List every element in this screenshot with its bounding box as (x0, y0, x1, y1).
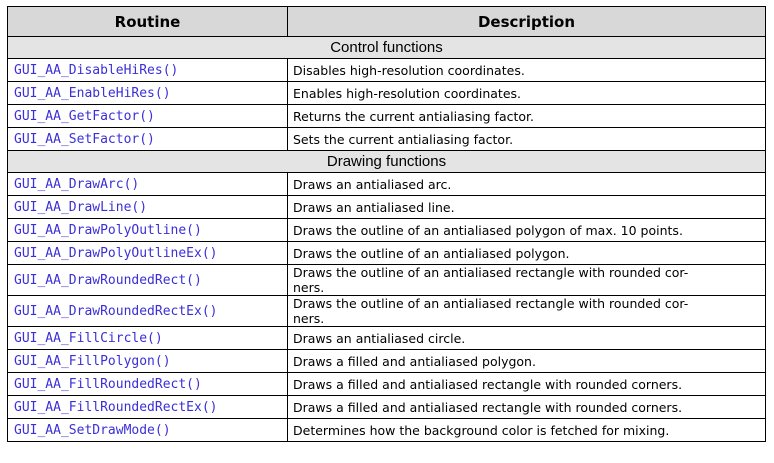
routine-link[interactable]: GUI_AA_DisableHiRes() (8, 59, 288, 82)
routine-link[interactable]: GUI_AA_EnableHiRes() (8, 82, 288, 105)
table-row (8, 296, 766, 327)
routine-description (288, 373, 766, 396)
routine-description (288, 59, 766, 82)
routine-link[interactable]: GUI_AA_DrawRoundedRect() (8, 265, 288, 296)
table-row (8, 59, 766, 82)
routine-link[interactable]: GUI_AA_DrawPolyOutline() (8, 219, 288, 242)
description-line: Draws an antialiased arc. (293, 176, 452, 192)
routine-description (288, 396, 766, 419)
routine-link[interactable]: GUI_AA_DrawArc() (8, 173, 288, 196)
routine-link[interactable]: GUI_AA_DrawPolyOutlineEx() (8, 242, 288, 265)
routine-description (288, 196, 766, 219)
table-row (8, 265, 766, 296)
description-line: Draws an antialiased circle. (293, 330, 466, 346)
description-line: ners. (293, 311, 325, 326)
routine-link[interactable]: GUI_AA_FillCircle() (8, 327, 288, 350)
routine-description (288, 242, 766, 265)
table-row (8, 327, 766, 350)
routine-link[interactable]: GUI_AA_FillRoundedRectEx() (8, 396, 288, 419)
description-line: Returns the current antialiasing factor. (293, 108, 535, 124)
table-row (8, 396, 766, 419)
table-header-row (8, 7, 766, 37)
description-line: Sets the current antialiasing factor. (293, 131, 514, 147)
routine-description (288, 105, 766, 128)
routine-link[interactable]: GUI_AA_GetFactor() (8, 105, 288, 128)
routine-description (288, 350, 766, 373)
description-column-header: Description (288, 7, 766, 37)
table-row (8, 82, 766, 105)
section-header-row (8, 151, 766, 173)
description-line: Draws the outline of an antialiased polygon of max. 10 points. (293, 222, 683, 238)
section-header-row (8, 37, 766, 59)
routine-link[interactable]: GUI_AA_FillRoundedRect() (8, 373, 288, 396)
table-row (8, 128, 766, 151)
routine-link[interactable]: GUI_AA_FillPolygon() (8, 350, 288, 373)
table-row (8, 350, 766, 373)
routine-description (288, 419, 766, 442)
description-line: Draws the outline of an antialiased rectangle with rounded cor- (293, 265, 689, 280)
routine-link[interactable]: GUI_AA_DrawRoundedRectEx() (8, 296, 288, 327)
routine-description (288, 296, 766, 327)
table-row (8, 419, 766, 442)
section-title: Drawing functions (8, 151, 766, 173)
table-body (8, 37, 766, 442)
table-row (8, 219, 766, 242)
routine-link[interactable]: GUI_AA_SetFactor() (8, 128, 288, 151)
description-line: ners. (293, 280, 325, 295)
section-title: Control functions (8, 37, 766, 59)
description-line: Draws a filled and antialiased rectangle with rounded corners. (293, 376, 683, 392)
description-line: Draws a filled and antialiased polygon. (293, 353, 536, 369)
description-line: Draws the outline of an antialiased rectangle with rounded cor- (293, 296, 689, 311)
routine-column-header: Routine (8, 7, 288, 37)
table-row (8, 173, 766, 196)
description-line: Enables high-resolution coordinates. (293, 85, 522, 101)
table-row (8, 373, 766, 396)
description-line: Disables high-resolution coordinates. (293, 62, 525, 78)
routine-link[interactable]: GUI_AA_SetDrawMode() (8, 419, 288, 442)
table-row (8, 105, 766, 128)
table-row (8, 242, 766, 265)
description-line: Draws a filled and antialiased rectangle with rounded corners. (293, 399, 683, 415)
routine-table (7, 6, 766, 442)
routine-description (288, 173, 766, 196)
description-line: Draws the outline of an antialiased polygon. (293, 245, 570, 261)
description-line: Determines how the background color is fetched for mixing. (293, 422, 670, 438)
routine-description (288, 128, 766, 151)
routine-description (288, 327, 766, 350)
description-line: Draws an antialiased line. (293, 199, 455, 215)
routine-description (288, 82, 766, 105)
routine-description (288, 219, 766, 242)
routine-link[interactable]: GUI_AA_DrawLine() (8, 196, 288, 219)
routine-description (288, 265, 766, 296)
table-row (8, 196, 766, 219)
